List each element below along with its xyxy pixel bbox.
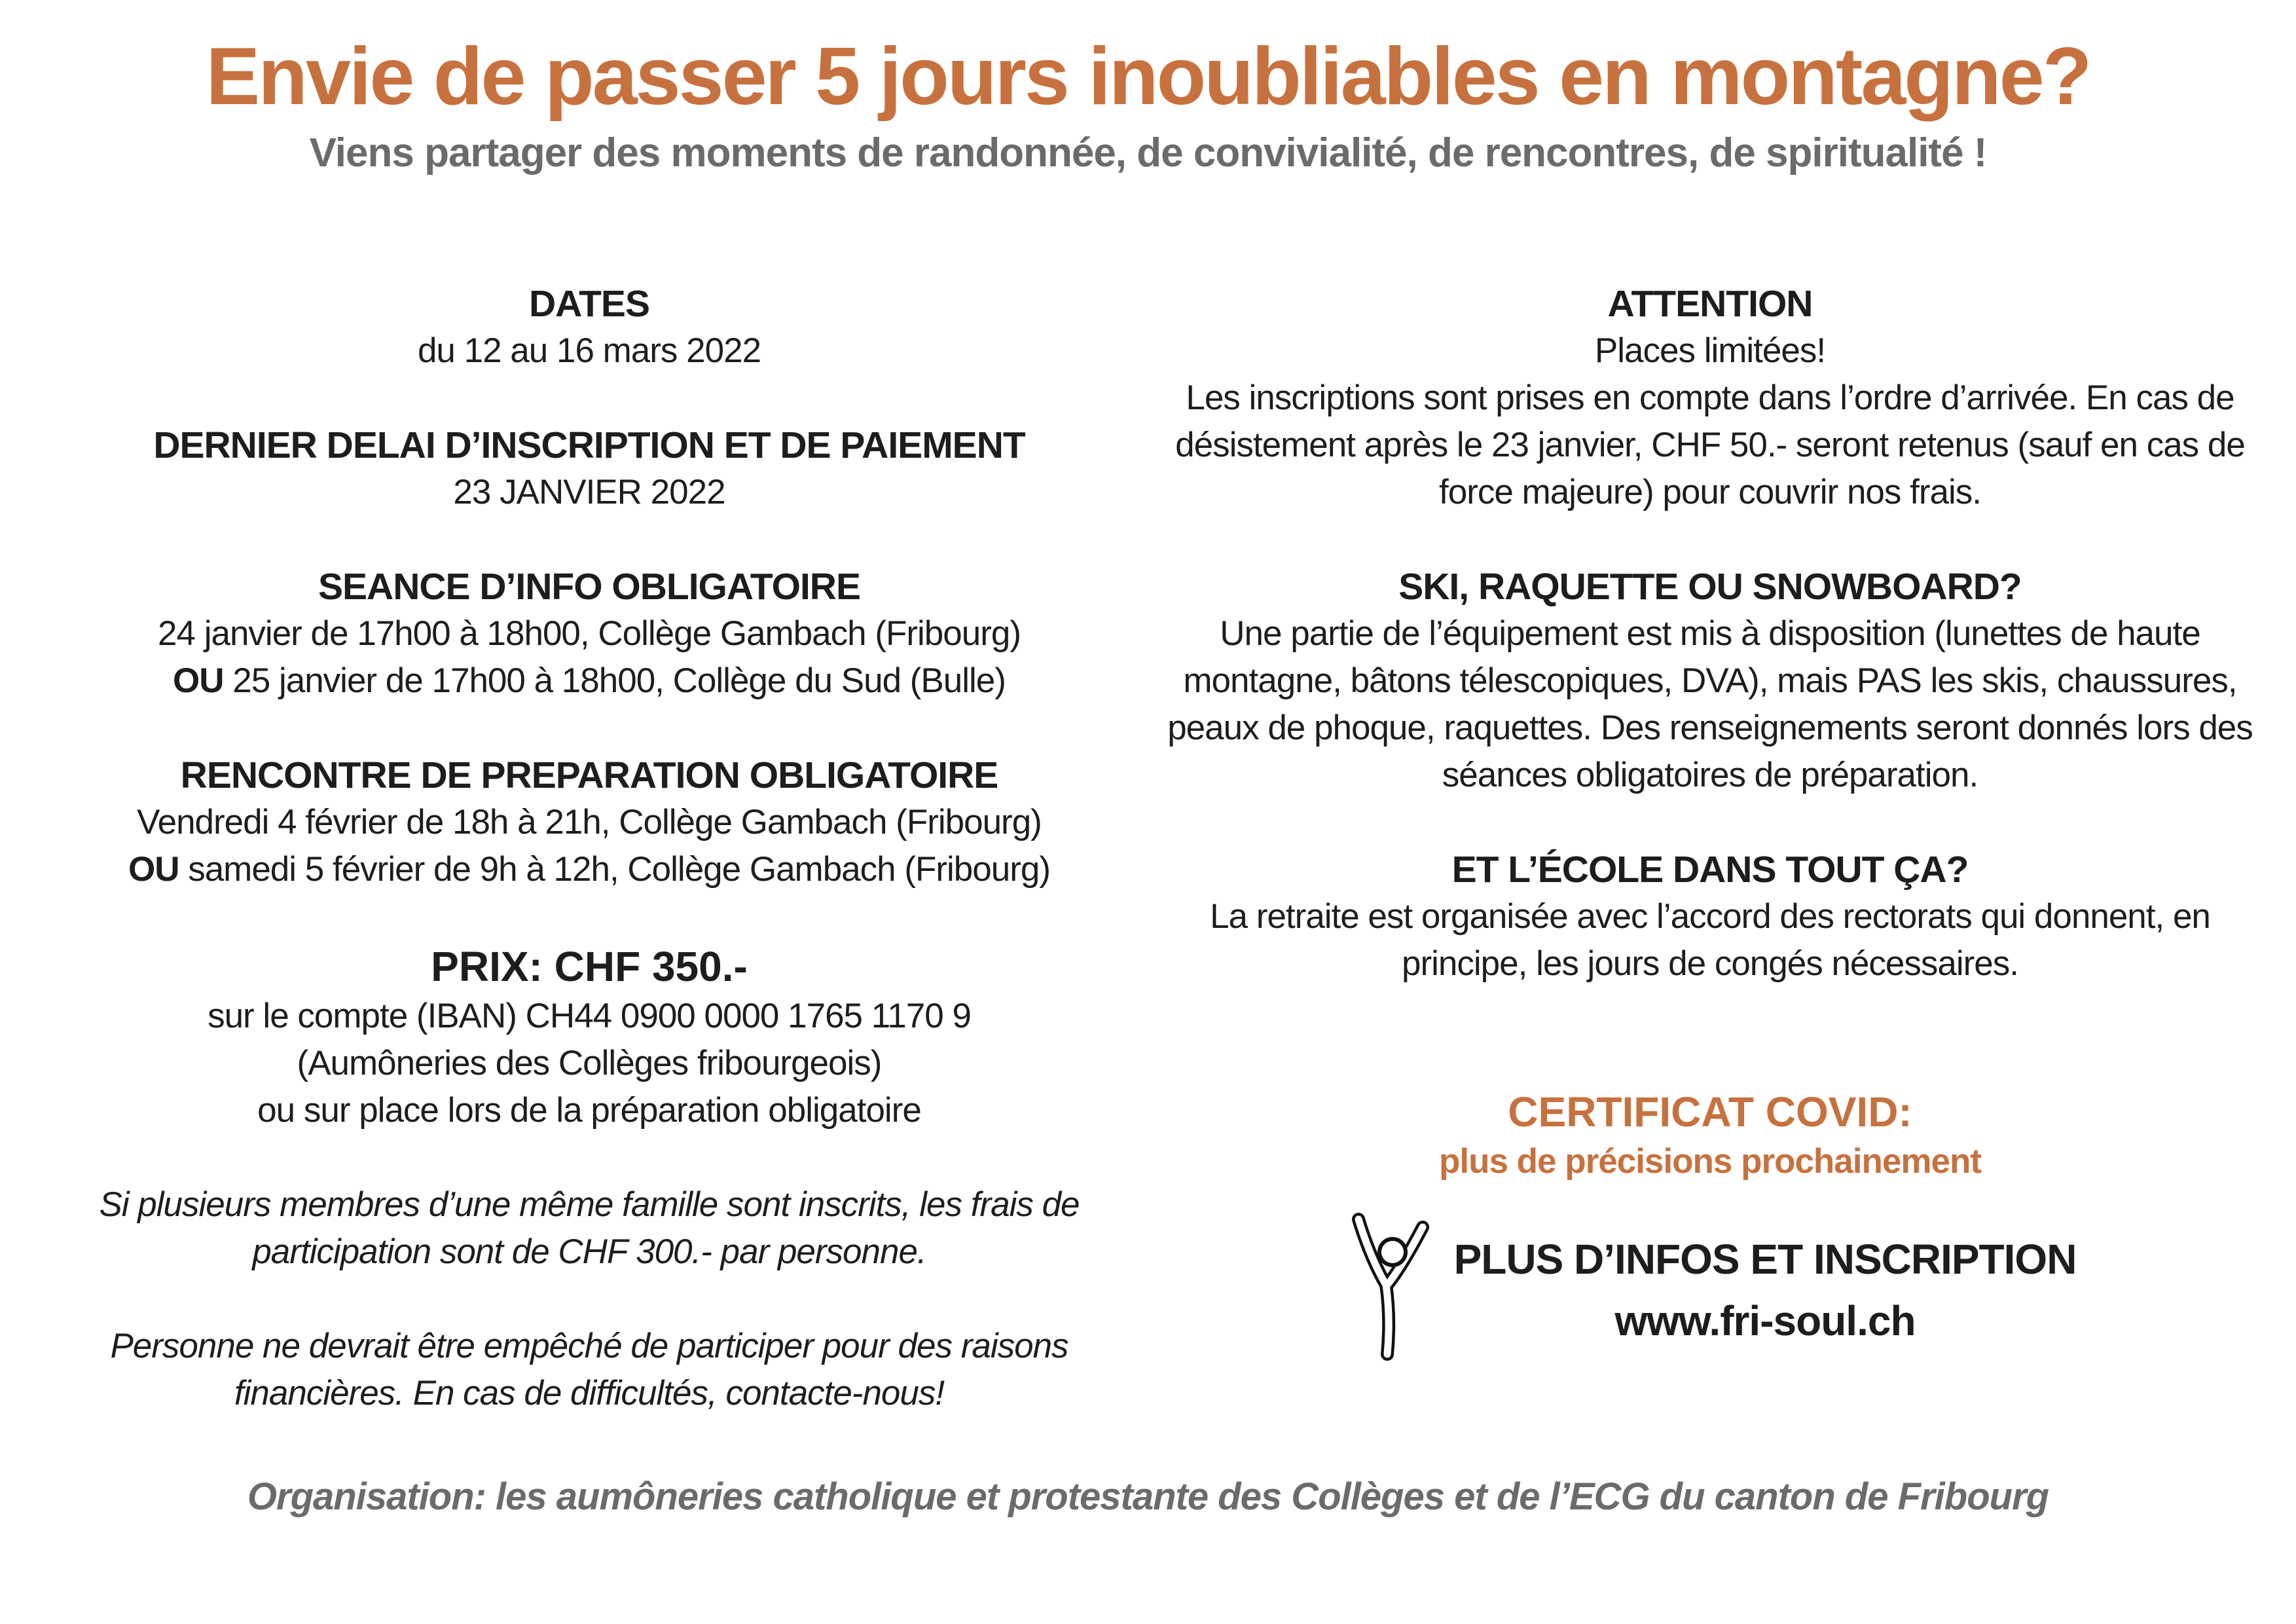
section-heading: RENCONTRE DE PREPARATION OBLIGATOIRE bbox=[180, 754, 998, 796]
text-line: 23 JANVIER 2022 bbox=[453, 473, 725, 511]
section-note-famille bbox=[46, 1181, 1133, 1276]
footer bbox=[0, 1475, 2296, 1519]
section-heading: ET L’ÉCOLE DANS TOUT ÇA? bbox=[1451, 849, 1969, 891]
text-line: Vendredi 4 février de 18h à 21h, Collège Gambach (Fribourg) bbox=[137, 803, 1042, 841]
text-line: OU 25 janvier de 17h00 à 18h00, Collège du Sud (Bulle) bbox=[173, 661, 1006, 700]
section-heading: SEANCE D’INFO OBLIGATOIRE bbox=[318, 566, 860, 608]
section-heading: DATES bbox=[529, 283, 649, 325]
text-line: Personne ne devrait être empêché de participer pour des raisons financières. En cas de difficultés, contacte-nous! bbox=[110, 1327, 1068, 1412]
column-left-sections bbox=[46, 280, 1133, 1417]
section-ecole bbox=[1155, 846, 2265, 987]
text-line: OU samedi 5 février de 9h à 12h, Collège Gambach (Fribourg) bbox=[128, 850, 1051, 889]
text-line: Places limitées! bbox=[1594, 331, 1826, 370]
text-line: Une partie de l’équipement est mis à disposition (lunettes de haute montagne, bâtons télescopiques, DVA), mais PAS les skis, chaussures, peaux de phoque, raquettes. Des renseignements seront donnés lors des séances obligatoires de préparation. bbox=[1167, 614, 2253, 794]
section-dernier-delai bbox=[46, 422, 1133, 516]
text-line: Les inscriptions sont prises en compte dans l’ordre d’arrivée. En cas de désistement après le 23 janvier, CHF 50.- seront retenus (sauf en cas de force majeure) pour couvrir nos frais. bbox=[1175, 378, 2245, 511]
info-text bbox=[1454, 1225, 2077, 1348]
column-right-sections bbox=[1155, 280, 2265, 1185]
section-prix bbox=[46, 940, 1133, 1134]
section-heading: SKI, RAQUETTE OU SNOWBOARD? bbox=[1398, 566, 2022, 608]
section-ski-raquette-snowboard bbox=[1155, 563, 2265, 799]
section-heading: PRIX: CHF 350.- bbox=[431, 943, 748, 990]
section-rencontre-preparation bbox=[46, 752, 1133, 893]
text-line: 24 janvier de 17h00 à 18h00, Collège Gambach (Fribourg) bbox=[158, 614, 1021, 653]
text-line: (Aumôneries des Collèges fribourgeois) bbox=[297, 1044, 882, 1082]
section-heading: ATTENTION bbox=[1607, 283, 1813, 325]
column-left bbox=[46, 280, 1133, 1464]
text-line: du 12 au 16 mars 2022 bbox=[417, 331, 761, 370]
page-subtitle: Viens partager des moments de randonnée, de convivialité, de rencontres, de spiritualité ! bbox=[309, 130, 1987, 175]
column-right bbox=[1155, 280, 2265, 1362]
text-line: ou sur place lors de la préparation obligatoire bbox=[257, 1091, 921, 1130]
text-line: Si plusieurs membres d’une même famille sont inscrits, les frais de participation sont de CHF 300.- par personne. bbox=[99, 1185, 1080, 1271]
text-line: La retraite est organisée avec l’accord des rectorats qui donnent, en principe, les jours de congés nécessaires. bbox=[1210, 897, 2210, 983]
header bbox=[0, 28, 2296, 178]
website-url[interactable]: www.fri-soul.ch bbox=[1614, 1297, 1916, 1344]
section-certificat-covid bbox=[1155, 1086, 2265, 1185]
organisation-line: Organisation: les aumôneries catholique et protestante des Collèges et de l’ECG du canton de Fribourg bbox=[247, 1475, 2049, 1518]
info-heading: PLUS D’INFOS ET INSCRIPTION bbox=[1453, 1236, 2077, 1283]
section-heading: CERTIFICAT COVID: bbox=[1508, 1088, 1912, 1135]
section-dates bbox=[46, 280, 1133, 375]
section-heading: DERNIER DELAI D’INSCRIPTION ET DE PAIEMENT bbox=[153, 424, 1025, 466]
text-line: plus de précisions prochainement bbox=[1439, 1142, 1981, 1181]
section-seance-info bbox=[46, 563, 1133, 705]
section-attention bbox=[1155, 280, 2265, 516]
page-title: Envie de passer 5 jours inoubliables en montagne? bbox=[206, 31, 2090, 122]
person-arms-raised-icon bbox=[1344, 1211, 1436, 1362]
text-line: sur le compte (IBAN) CH44 0900 0000 1765 1170 9 bbox=[208, 997, 971, 1035]
info-inscription-block bbox=[1155, 1211, 2265, 1362]
section-note-finances bbox=[46, 1323, 1133, 1417]
